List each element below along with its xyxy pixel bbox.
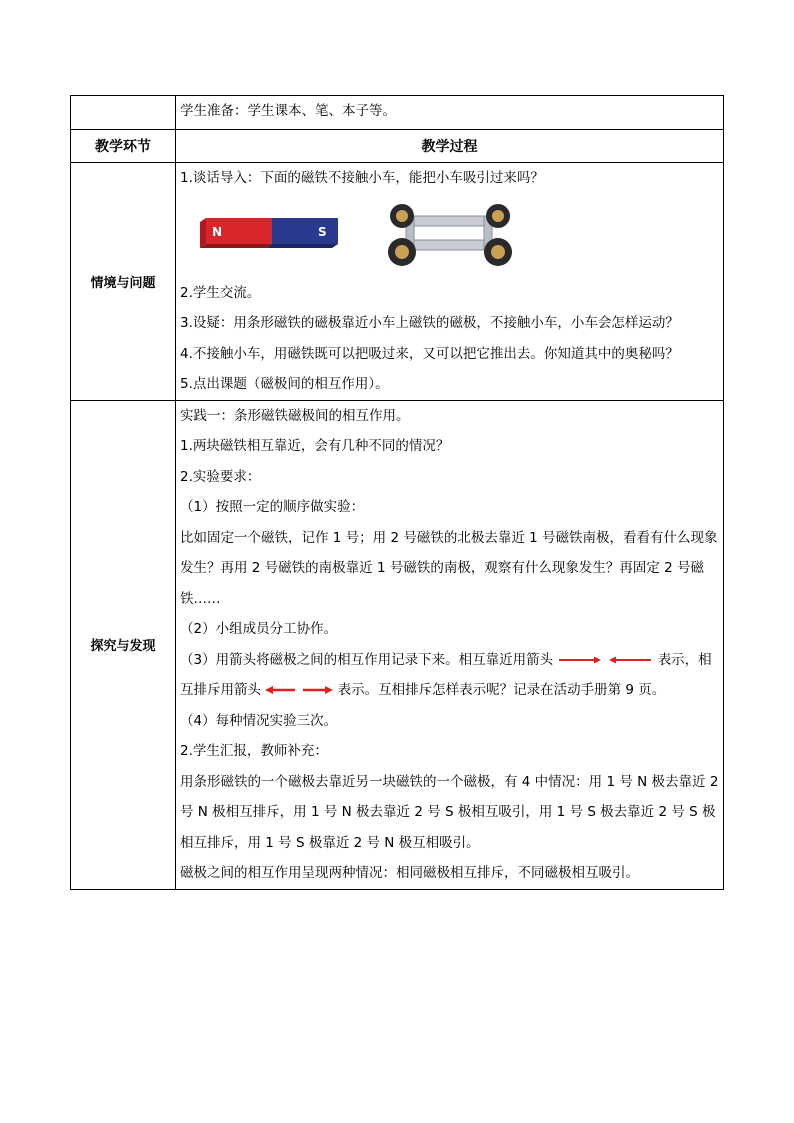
line-discuss: 2.学生交流。 (180, 284, 261, 301)
arrows-text-b: 表示，相互排斥用箭头 (180, 651, 712, 698)
line-order: （1）按照一定的顺序做实验： (180, 499, 365, 515)
attract-arrows-icon (557, 655, 653, 665)
repel-arrows-icon (265, 685, 333, 695)
section-explore (71, 400, 724, 889)
arrows-text-a: （3）用箭头将磁极之间的相互作用记录下来。相互靠近用箭头 (180, 651, 554, 668)
line-report: 2.学生汇报，教师补充： (180, 743, 328, 759)
line-arrows (180, 645, 719, 706)
header-process: 教学过程 (176, 130, 724, 163)
line-example: 比如固定一个磁铁，记作 1 号；用 2 号磁铁的北极去靠近 1 号磁铁南极，看看有什么现象发生？再用 2 号磁铁的南极靠近 1 号磁铁的南极，观察有什么现象发生？再固定 2 号磁铁…… (180, 529, 718, 607)
illustration-row (180, 194, 719, 278)
line-mystery: 4.不接触小车，用磁铁既可以把吸过来，又可以把它推出去。你知道其中的奥秘吗？ (180, 345, 679, 362)
line-practice: 实践一：条形磁铁磁极间的相互作用。 (180, 407, 410, 424)
line-intro: 1.谈话导入：下面的磁铁不接触小车，能把小车吸引过来吗？ (180, 170, 544, 186)
toy-car-image (380, 202, 520, 268)
section-situation (71, 163, 724, 401)
section-body-situation (176, 163, 724, 401)
line-two-magnets: 1.两块磁铁相互靠近，会有几种不同的情况？ (180, 438, 450, 454)
section-label-situation: 情境与问题 (71, 163, 176, 401)
line-conclusion: 磁极之间的相互作用呈现两种情况：相同磁极相互排斥，不同磁极相互吸引。 (180, 865, 639, 881)
prep-left-cell (71, 96, 176, 130)
bar-magnet-image (200, 212, 340, 252)
section-body-explore (176, 400, 724, 889)
line-teamwork: （2）小组成员分工协作。 (180, 621, 338, 637)
line-requirements: 2.实验要求： (180, 468, 261, 485)
lesson-table (70, 95, 724, 890)
prep-text: 学生准备：学生课本、笔、本子等。 (176, 96, 724, 130)
line-three-times: （4）每种情况实验三次。 (180, 712, 338, 729)
line-four-cases: 用条形磁铁的一个磁极去靠近另一块磁铁的一个磁极，有 4 中情况：用 1 号 N 极去靠近 2 号 N 极相互排斥，用 1 号 N 极去靠近 2 号 S 极相互吸引，用 1 号 S 极去靠近 2 号 S 极相互排斥，用 1 号 S 极靠近 2 号 N 极互相吸引。 (180, 773, 719, 851)
header-row (71, 130, 724, 163)
magnet-n-label: N (212, 224, 223, 239)
magnet-s-label: S (318, 224, 327, 239)
arrows-text-c: 表示。互相排斥怎样表示呢？记录在活动手册第 9 页。 (337, 682, 666, 698)
section-label-explore: 探究与发现 (71, 400, 176, 889)
prep-row (71, 96, 724, 130)
line-question: 3.设疑：用条形磁铁的磁极靠近小车上磁铁的磁极，不接触小车，小车会怎样运动？ (180, 315, 679, 331)
line-topic: 5.点出课题（磁极间的相互作用）。 (180, 376, 389, 392)
header-stage: 教学环节 (71, 130, 176, 163)
